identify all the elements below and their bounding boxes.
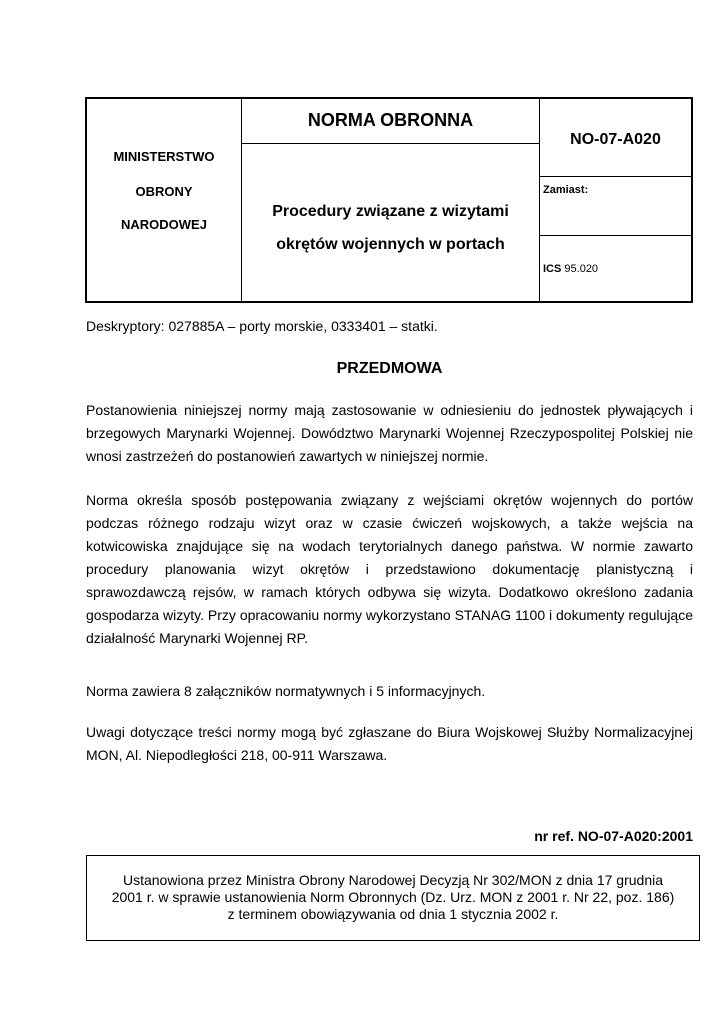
ministry-cell: [87, 99, 242, 301]
ics-label: ICS: [543, 263, 562, 275]
descriptors: Deskryptory: 027885A – porty morskie, 0333401 – statki.: [86, 318, 438, 334]
replaces-label: Zamiast:: [540, 177, 691, 236]
ics-code: [543, 263, 598, 275]
norm-title-line: Procedury związane z wizytami: [272, 203, 509, 220]
ministry-line: MINISTERSTWO: [113, 149, 215, 164]
code-cell: [539, 99, 691, 301]
norm-type: NORMA OBRONNA: [242, 99, 539, 144]
establishment-note: [86, 855, 700, 941]
ministry-line: NARODOWEJ: [121, 217, 207, 232]
establishment-line: z terminem obowiązywania od dnia 1 stycznia 2002 r.: [227, 906, 559, 922]
paragraph: Norma zawiera 8 załączników normatywnych i 5 informacyjnych.: [86, 683, 486, 699]
norm-title: [242, 195, 539, 261]
paragraph: Norma określa sposób postępowania związany z wejściami okrętów wojennych do portów podczas różnego rodzaju wizyt oraz w czasie ćwiczeń wojskowych, a także wejścia na kotwicowiska znajdujące się na wodach terytorialnych danego państwa. W normie zawarto procedury planowania wizyt okrętów i przedstawiono dokumentację planistyczną i sprawozdawczą rejsów, w ramach których odbywa się wizyta. Dodatkowo określono zadania gospodarza wizyty. Przy opracowaniu normy wykorzystano STANAG 1100 i dokumenty regulujące działalność Marynarki Wojennej RP.: [86, 492, 693, 646]
establishment-line: 2001 r. w sprawie ustanowienia Norm Obronnych (Dz. Urz. MON z 2001 r. Nr 22, poz. 186): [111, 889, 675, 905]
paragraph: Postanowienia niniejszej normy mają zastosowanie w odniesieniu do jednostek pływających i brzegowych Marynarki Wojennej. Dowództwo Marynarki Wojennej Rzeczypospolitej Polskiej nie wnosi zastrzeżeń do postanowień zawartych w niniejszej normie.: [86, 402, 693, 464]
reference-number: nr ref. NO-07-A020:2001: [534, 828, 693, 844]
norm-title-line: okrętów wojennych w portach: [276, 236, 505, 253]
section-title: PRZEDMOWA: [336, 360, 443, 377]
ministry-line: OBRONY: [135, 184, 193, 199]
title-cell: [242, 99, 539, 301]
norm-code: NO-07-A020: [540, 99, 691, 177]
paragraph: Uwagi dotyczące treści normy mogą być zgłaszane do Biura Wojskowej Służby Normalizacyjnej MON, Al. Niepodległości 218, 00-911 Warszawa.: [86, 724, 693, 763]
establishment-line: Ustanowiona przez Ministra Obrony Narodowej Decyzją Nr 302/MON z dnia 17 grudnia: [122, 872, 664, 888]
header-table: [85, 97, 693, 303]
ics-value: 95.020: [564, 263, 599, 275]
